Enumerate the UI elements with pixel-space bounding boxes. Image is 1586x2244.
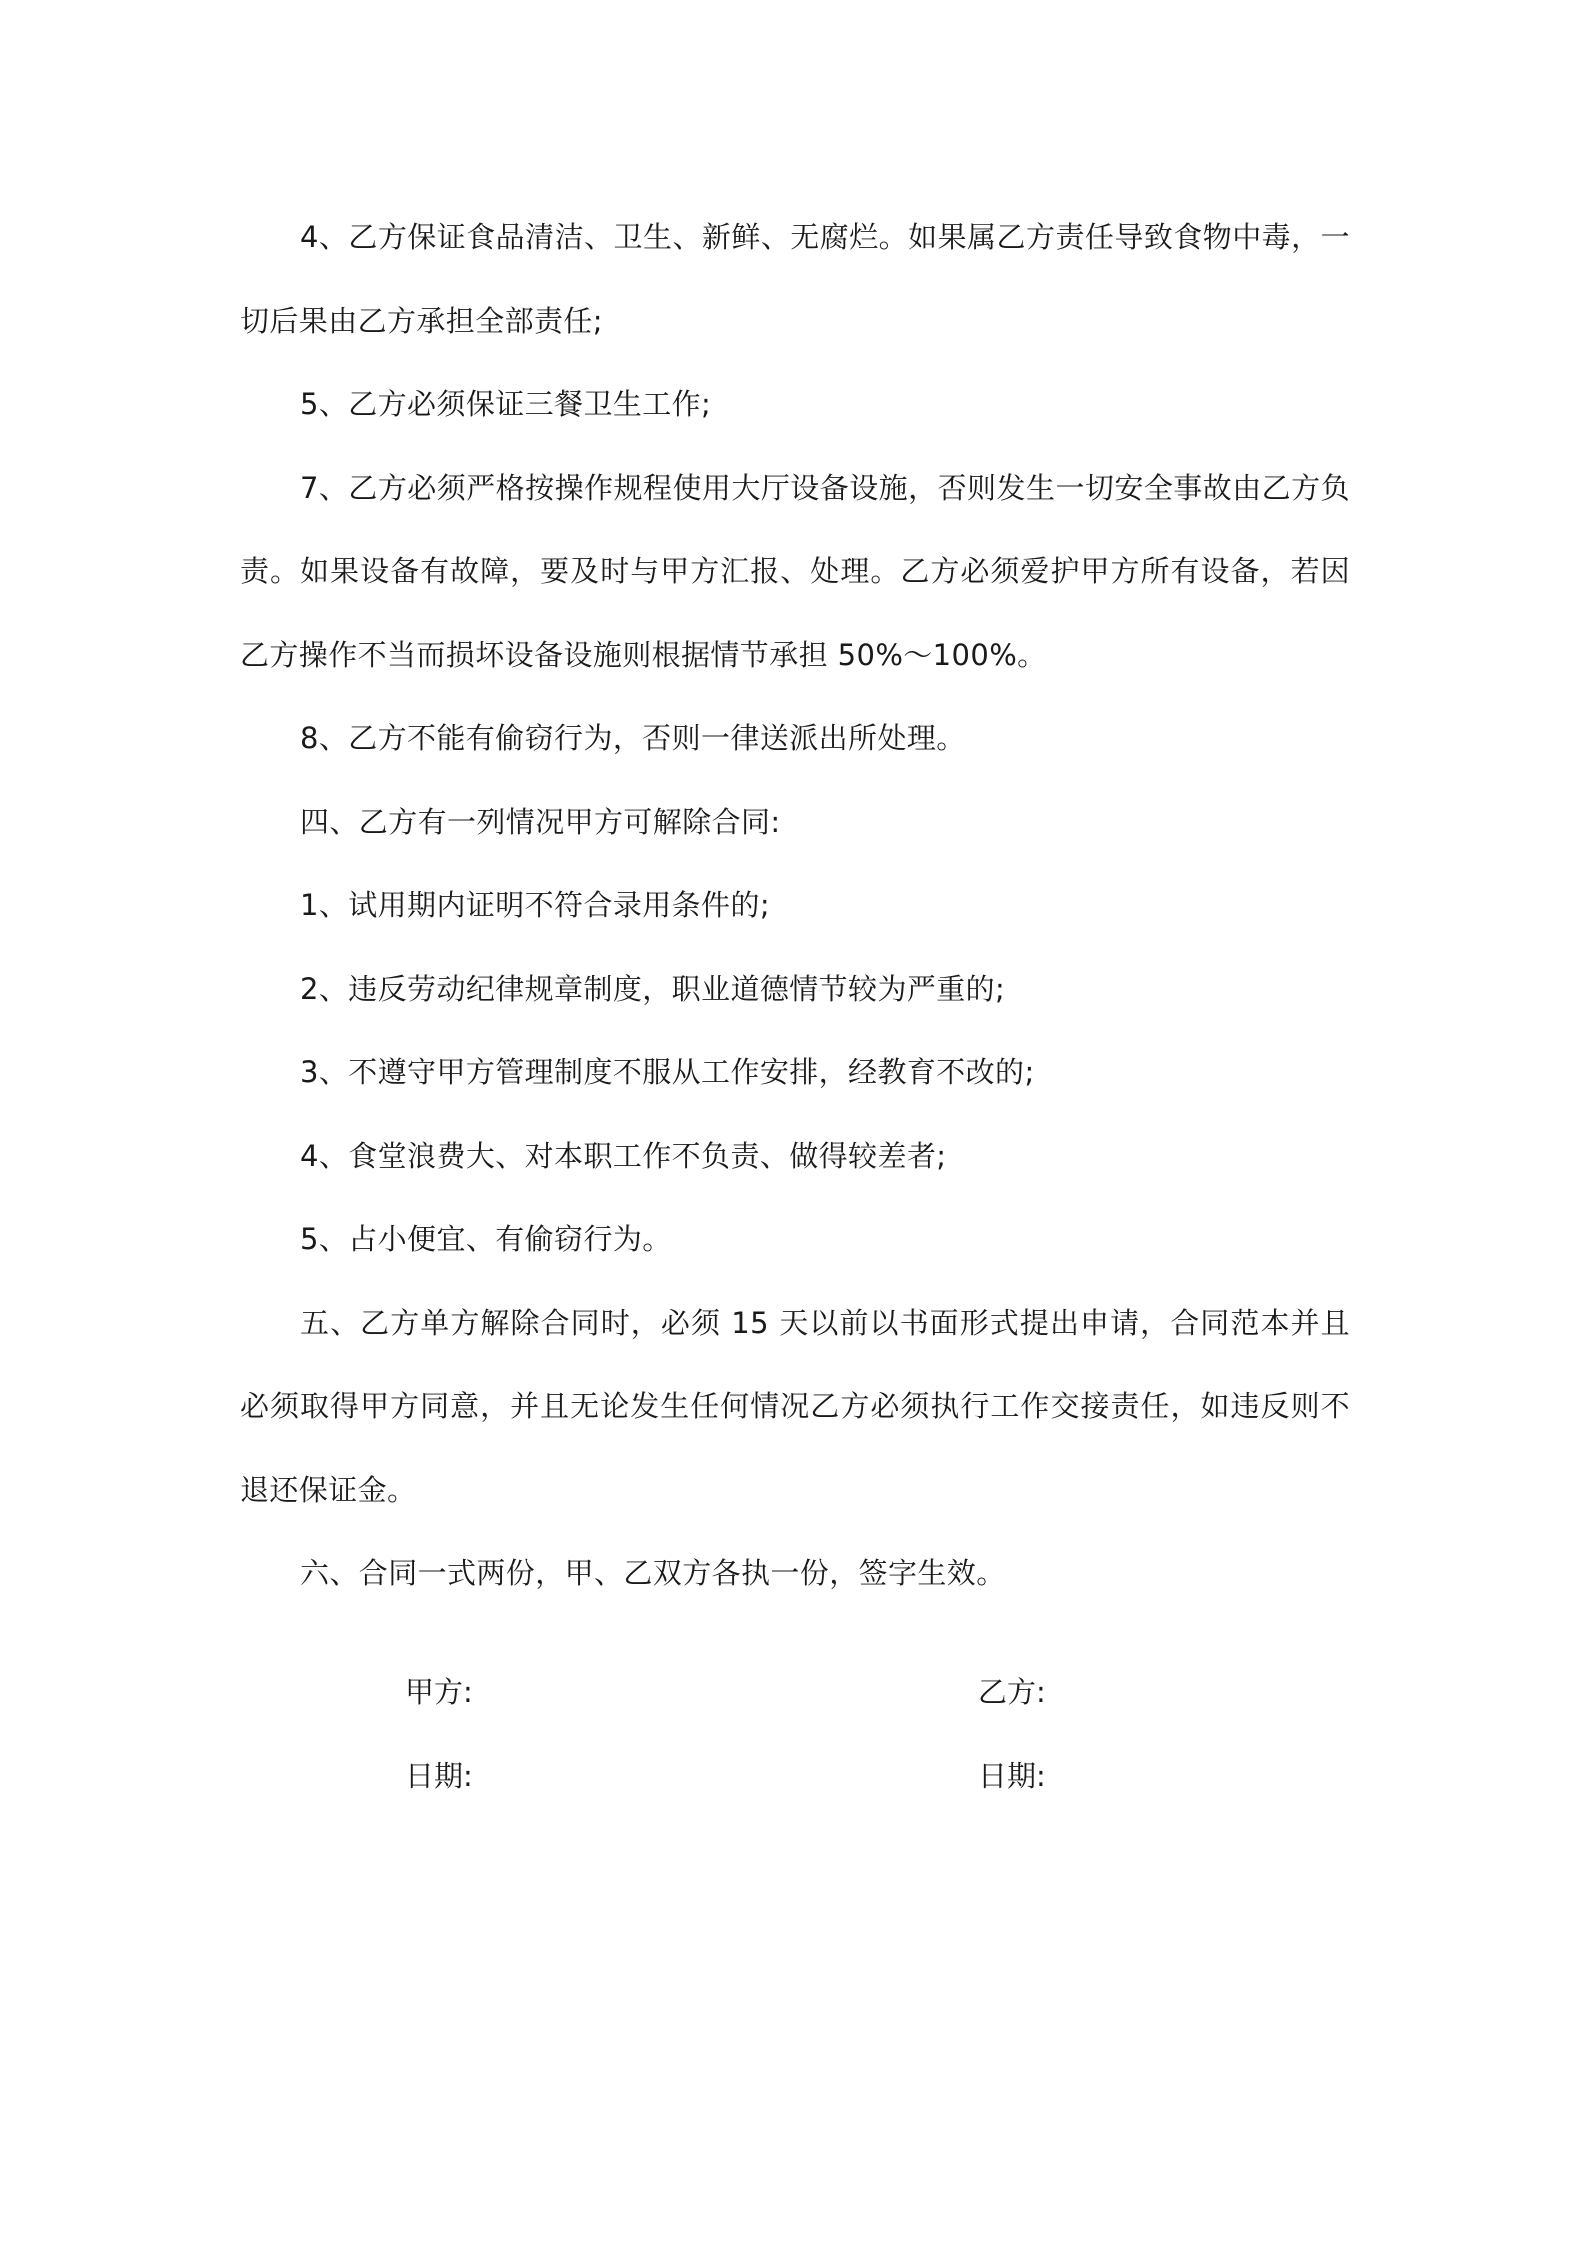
termination-item-1: 1、试用期内证明不符合录用条件的; <box>300 888 771 922</box>
termination-item-4: 4、食堂浪费大、对本职工作不负责、做得较差者; <box>300 1138 947 1173</box>
termination-item-5: 5、占小便宜、有偷窃行为。 <box>300 1222 672 1256</box>
contract-body <box>240 196 1350 1616</box>
clause-theft: 8、乙方不能有偷窃行为，否则一律送派出所处理。 <box>300 721 966 755</box>
clause-meal-hygiene: 5、乙方必须保证三餐卫生工作; <box>300 387 712 421</box>
termination-item-2: 2、违反劳动纪律规章制度，职业道德情节较为严重的; <box>300 971 1006 1006</box>
clause-food-safety: 4、乙方保证食品清洁、卫生、新鲜、无腐烂。如果属乙方责任导致食物中毒，一切后果由乙方承担全部责任; <box>240 220 1350 338</box>
termination-item-3: 3、不遵守甲方管理制度不服从工作安排，经教育不改的; <box>300 1055 1035 1089</box>
section-unilateral-termination: 五、乙方单方解除合同时，必须 15 天以前以书面形式提出申请，合同范本并且必须取得甲方同意，并且无论发生任何情况乙方必须执行工作交接责任，如违反则不退还保证金。 <box>240 1305 1350 1507</box>
section-copies: 六、合同一式两份，甲、乙双方各执一份，签字生效。 <box>300 1556 1006 1590</box>
clause-equipment: 7、乙方必须严格按操作规程使用大厅设备设施，否则发生一切安全事故由乙方负责。如果设备有故障，要及时与甲方汇报、处理。乙方必须爱护甲方所有设备，若因乙方操作不当而损坏设备设施则根据情节承担 50%～100%。 <box>240 470 1350 672</box>
date-b-label: 日期: <box>978 1759 1046 1793</box>
date-a-label: 日期: <box>405 1759 473 1793</box>
party-b-label: 乙方: <box>978 1675 1046 1709</box>
signature-party-row <box>405 1672 1305 1712</box>
signature-date-row <box>405 1756 1305 1796</box>
party-a-label: 甲方: <box>405 1675 473 1709</box>
section-termination-heading: 四、乙方有一列情况甲方可解除合同: <box>300 804 781 839</box>
